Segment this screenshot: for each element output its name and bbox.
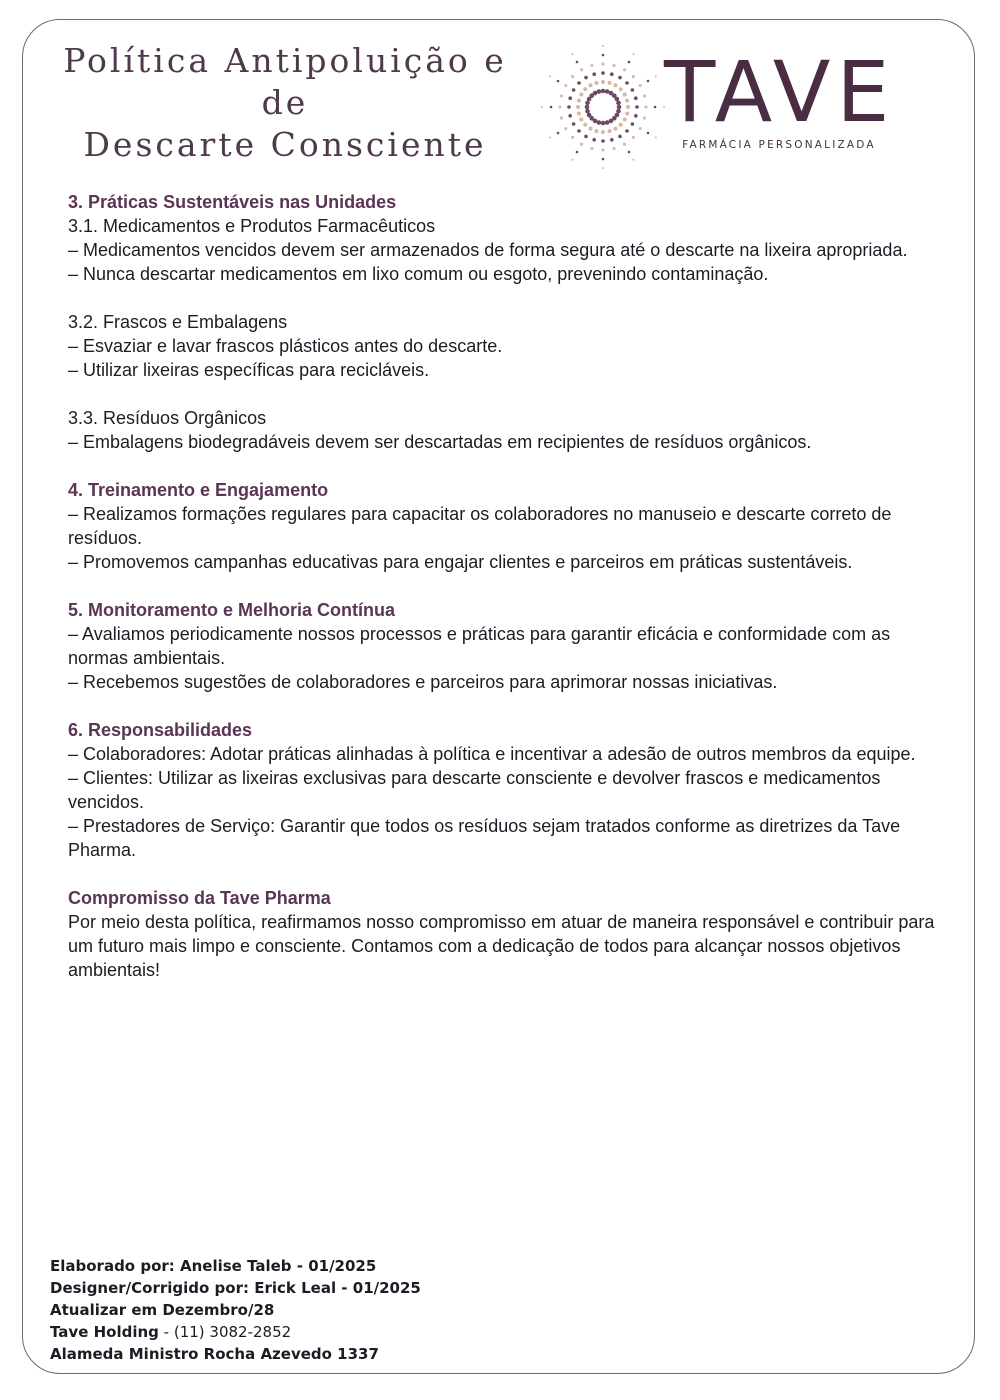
logo-dot (541, 106, 543, 108)
logo-dot (579, 117, 583, 121)
policy-section (68, 718, 938, 862)
logo-dot (655, 136, 657, 138)
policy-section (68, 886, 938, 982)
logo-dot (601, 130, 605, 134)
logo-dot (655, 75, 657, 77)
brand-logo-subtitle: FARMÁCIA PERSONALIZADA (682, 139, 876, 151)
logo-dot (623, 143, 626, 146)
title-line-1: Política Antipoluição e de (63, 41, 507, 122)
logo-dot (560, 94, 563, 97)
logo-dot (634, 114, 638, 118)
logo-dot (631, 122, 635, 126)
logo-dot (601, 80, 605, 84)
section-line: – Nunca descartar medicamentos em lixo comum ou esgoto, prevenindo contaminação. (68, 264, 769, 284)
section-line: – Recebemos sugestões de colaboradores e parceiros para aprimorar nossas iniciativas. (68, 672, 778, 692)
logo-dot (625, 129, 629, 133)
logo-dot (625, 81, 629, 85)
logo-dot (594, 81, 598, 85)
section-line: – Embalagens biodegradáveis devem ser descartadas em recipientes de resíduos orgânicos. (68, 432, 812, 452)
logo-dot (613, 64, 616, 67)
footer-designer: Designer/Corrigido por: Erick Leal - 01/2025 (50, 1279, 421, 1297)
footer-holding: Tave Holding (50, 1323, 159, 1341)
logo-dot (571, 75, 574, 78)
logo-dot (579, 92, 583, 96)
logo-dot (597, 89, 602, 94)
section-heading: 6. Responsabilidades (68, 720, 253, 740)
logo-dot (619, 87, 623, 91)
logo-dot (567, 105, 571, 109)
logo-dot (588, 83, 592, 87)
section-line: Por meio desta política, reafirmamos nosso compromisso em atuar de maneira responsável e contribuir para um futuro mais limpo e consciente. Contamos com a dedicação de todos para alcançar nossos objetivos ambientais! (68, 912, 935, 980)
logo-dot (558, 105, 561, 108)
section-line: – Promovemos campanhas educativas para engajar clientes e parceiros em práticas sustentáveis. (68, 552, 853, 572)
footer-atualizar: Atualizar em Dezembro/28 (50, 1301, 275, 1319)
logo-dot (602, 54, 605, 57)
logo-dot (590, 64, 593, 67)
logo-dot (647, 132, 650, 135)
logo-dot (654, 106, 657, 109)
logo-dot (572, 88, 576, 92)
logo-dot (580, 143, 583, 146)
logo-dot (583, 87, 587, 91)
section-line: – Clientes: Utilizar as lixeiras exclusivas para descarte consciente e devolver frascos e medicamentos vencidos. (68, 768, 881, 812)
section-line: – Colaboradores: Adotar práticas alinhadas à política e incentivar a adesão de outros membros da equipe. (68, 744, 916, 764)
logo-dot (643, 117, 646, 120)
logo-dot (568, 96, 572, 100)
logo-dot (644, 105, 647, 108)
logo-dot (592, 138, 596, 142)
logo-dot (601, 71, 605, 75)
logo-dot (601, 148, 604, 151)
logo-dot (647, 80, 650, 83)
logo-dot (601, 121, 606, 126)
logo-dot (550, 106, 553, 109)
policy-section (68, 406, 938, 454)
logo-dot (577, 98, 581, 102)
logo-dot (613, 127, 617, 131)
section-line: – Medicamentos vencidos devem ser armazenados de forma segura até o descarte na lixeira apropriada. (68, 240, 908, 260)
section-heading: 5. Monitoramento e Melhoria Contínua (68, 600, 396, 620)
logo-dot (560, 117, 563, 120)
logo-dot (601, 139, 605, 143)
logo-dot (576, 61, 579, 64)
logo-dot (631, 88, 635, 92)
logo-dot (592, 72, 596, 76)
logo-dot (639, 127, 642, 130)
logo-dot (577, 111, 581, 115)
logo-dot (572, 122, 576, 126)
logo-dot (576, 105, 580, 109)
logo-dot (607, 129, 611, 133)
logo-dot (628, 151, 631, 154)
logo-dot (571, 53, 573, 55)
logo-dot (549, 75, 551, 77)
section-line: 3.2. Frascos e Embalagens (68, 312, 288, 332)
logo-dot (583, 123, 587, 127)
logo-dot (619, 123, 623, 127)
policy-section (68, 190, 938, 286)
logo-dot (610, 138, 614, 142)
logo-dot (613, 147, 616, 150)
logo-dot (564, 84, 567, 87)
section-line: 3.3. Resíduos Orgânicos (68, 408, 267, 428)
footer-address: Alameda Ministro Rocha Azevedo 1337 (50, 1345, 379, 1363)
logo-dot (584, 135, 588, 139)
logo-dot (557, 132, 560, 135)
logo-dot (618, 135, 622, 139)
logo-dot (623, 68, 626, 71)
logo-dot (617, 105, 622, 110)
page-title (40, 40, 530, 166)
logo-dot (557, 80, 560, 83)
logo-dot (571, 136, 574, 139)
footer-phone: - (11) 3082-2852 (158, 1323, 292, 1341)
logo-dot (602, 45, 604, 47)
logo-dot (584, 76, 588, 80)
logo-dot (576, 151, 579, 154)
logo-dot (568, 114, 572, 118)
section-line: – Esvaziar e lavar frascos plásticos antes do descarte. (68, 336, 503, 356)
starburst-logo-icon (540, 44, 666, 170)
logo-dot (564, 127, 567, 130)
logo-dot (602, 167, 604, 169)
logo-dot (613, 83, 617, 87)
logo-dot (577, 129, 581, 133)
section-line: – Realizamos formações regulares para capacitar os colaboradores no manuseio e descarte correto de resíduos. (68, 504, 892, 548)
logo-dot (580, 68, 583, 71)
logo-dot (590, 147, 593, 150)
logo-dot (605, 120, 610, 125)
section-line: – Avaliamos periodicamente nossos processos e práticas para garantir eficácia e conformidade com as normas ambientais. (68, 624, 891, 668)
logo-dot (607, 81, 611, 85)
section-line: – Utilizar lixeiras específicas para recicláveis. (68, 360, 430, 380)
logo-dot (639, 84, 642, 87)
logo-dot (585, 105, 590, 110)
logo-dot (632, 53, 634, 55)
policy-body (68, 190, 938, 1006)
logo-dot (601, 62, 604, 65)
title-line-2: Descarte Consciente (83, 125, 487, 164)
policy-section (68, 310, 938, 382)
logo-dot (625, 111, 629, 115)
logo-dot (601, 89, 606, 94)
brand-logo-wordmark: TAVE (664, 43, 896, 141)
logo-dot (602, 158, 605, 161)
logo-dot (643, 94, 646, 97)
footer-elaborado: Elaborado por: Anelise Taleb - 01/2025 (50, 1257, 377, 1275)
logo-dot (632, 136, 635, 139)
policy-section (68, 478, 938, 574)
document-footer (50, 1255, 421, 1365)
logo-dot (635, 105, 639, 109)
policy-section (68, 598, 938, 694)
logo-dot (571, 159, 573, 161)
section-heading: 3. Práticas Sustentáveis nas Unidades (68, 192, 397, 212)
logo-dot (626, 105, 630, 109)
logo-dot (628, 61, 631, 64)
section-line: 3.1. Medicamentos e Produtos Farmacêuticos (68, 216, 436, 236)
logo-dot (623, 92, 627, 96)
logo-dot (634, 96, 638, 100)
footer-holding-line (50, 1321, 421, 1343)
section-heading: 4. Treinamento e Engajamento (68, 480, 329, 500)
logo-dot (577, 81, 581, 85)
logo-dot (616, 101, 621, 106)
logo-dot (549, 136, 551, 138)
logo-dot (588, 127, 592, 131)
logo-dot (610, 72, 614, 76)
section-heading: Compromisso da Tave Pharma (68, 888, 331, 908)
logo-dot (632, 75, 635, 78)
logo-dot (625, 98, 629, 102)
logo-dot (632, 159, 634, 161)
logo-dot (623, 117, 627, 121)
logo-dot (594, 129, 598, 133)
logo-dot (618, 76, 622, 80)
logo-dot (585, 109, 590, 114)
section-line: – Prestadores de Serviço: Garantir que todos os resíduos sejam tratados conforme as diretrizes da Tave Pharma. (68, 816, 901, 860)
